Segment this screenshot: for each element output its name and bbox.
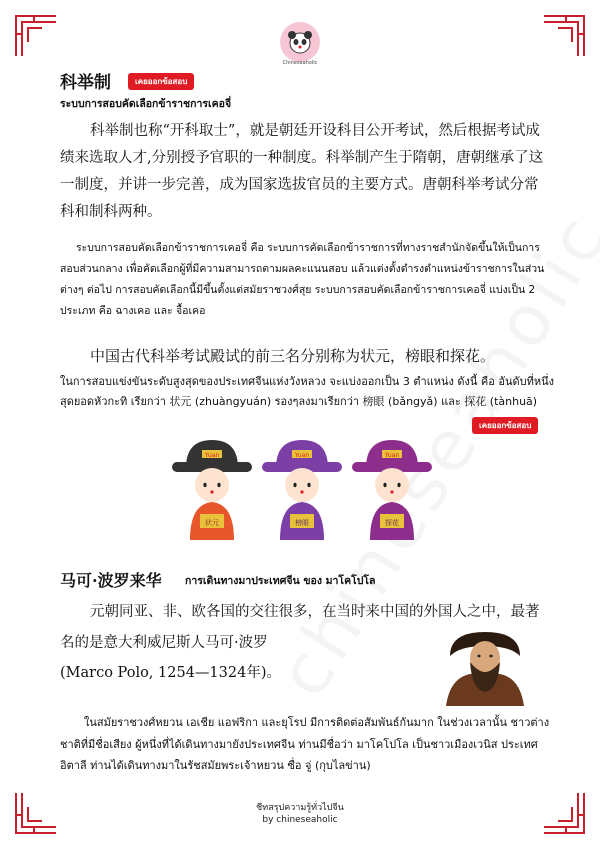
figure-tanhua bbox=[352, 440, 432, 544]
section3-zh-paragraph: 元朝同亚、非、欧各国的交往很多，在当时来中国的外国人之中，最著名的是意大利威尼斯人马可·波罗 bbox=[60, 604, 540, 651]
figure-zhuangyuan bbox=[172, 440, 252, 544]
hat-tag-2: Yuan bbox=[294, 452, 310, 459]
exam-badge-2: เคยออกข้อสอบ bbox=[472, 417, 538, 434]
section3-title: 马可·波罗来华 bbox=[60, 571, 162, 590]
corner-ornament-top-left bbox=[14, 14, 58, 58]
panda-icon bbox=[285, 29, 315, 55]
corner-ornament-top-right bbox=[542, 14, 586, 58]
logo-caption: Chineseaholic bbox=[282, 60, 318, 66]
footer-line-1: ชีทสรุปความรู้ทั่วไปจีน bbox=[256, 803, 344, 813]
section3-subtitle: การเดินทางมาประเทศจีน ของ มาโคโปโล bbox=[185, 575, 376, 587]
section2-zh-sentence: 中国古代科举考试殿试的前三名分别称为状元，榜眼和探花。 bbox=[90, 347, 496, 365]
section3-th-paragraph: ในสมัยราชวงศ์หยวน เอเชีย แอฟริกา และยุโรป มีการติดต่อสัมพันธ์กันมาก ในช่วงเวลานั้น ชาวต่างชาติที่มีชื่อเสียง ผู้หนึ่งที่ได้เดินทางมายังประเทศจีน ท่านมีชื่อว่า มาโคโปโล เป็นชาวเมืองเวนิส ประเทศอิตาลี ท่านได้เดินทางมาในรัชสมัยพระเจ้าหยวน ซื่อ จู่ (กุบไลข่าน) bbox=[60, 716, 550, 772]
figure-bangyan bbox=[262, 440, 342, 544]
footer-line-2: by chineseaholic bbox=[262, 815, 338, 825]
hat-tag-1: Yuan bbox=[204, 452, 220, 459]
section1-th-paragraph: ระบบการสอบคัดเลือกข้าราชการเคอจี่ คือ ระบบการคัดเลือกข้าราชการที่ทางราชสำนักจัดขึ้นให้เป็นการสอบส่วนกลาง เพื่อคัดเลือกผู้ที่มีความสามารถตามผลคะแนนสอบ แล้วแต่งตั้งดำรงตำแหน่งข้าราชการในส่วนต่างๆ ต่อไป การสอบคัดเลือกนี้มีขึ้นตั้งแต่สมัยราชวงศ์สุย ระบบการสอบคัดเลือกข้าราชการเคอจี่ แบ่งเป็น 2 ประเภท คือ ฉางเคอ และ จื้อเคอ bbox=[60, 242, 545, 317]
section2-th-paragraph: ในการสอบแข่งขันระดับสูงสุดของประเทศจีนแห่งวังหลวง จะแบ่งออกเป็น 3 ตำแหน่ง ดังนี้ คือ อันดับที่หนึ่งสุดยอดหัวกะทิ เรียกว่า 状元 (zhuàngyuán) รองๆลงมาเรียกว่า 榜眼 (bǎngyǎ) และ 探花 (tànhuā) bbox=[60, 375, 555, 408]
section3-zh-dates: (Marco Polo, 1254—1324年)。 bbox=[60, 665, 281, 681]
figure-label-1: 状元 bbox=[205, 519, 219, 527]
hat-tag-3: Yuan bbox=[384, 452, 400, 459]
exam-badge-1: เคยออกข้อสอบ bbox=[128, 73, 194, 90]
figure-label-3: 探花 bbox=[385, 519, 399, 527]
section1-subtitle: ระบบการสอบคัดเลือกข้าราชการเคอจี่ bbox=[60, 98, 232, 110]
figure-label-2: 榜眼 bbox=[295, 519, 309, 527]
brand-logo bbox=[280, 22, 320, 62]
marco-polo-portrait bbox=[440, 628, 530, 710]
section1-zh-paragraph: 科举制也称“开科取士”，就是朝廷开设科目公开考试，然后根据考试成绩来选取人才,分别授予官职的一种制度。科举制产生于隋朝，唐朝继承了这一制度，并讲一步完善，成为国家选拔官员的主要方式。唐朝科举考试分常科和制科两种。 bbox=[60, 123, 544, 220]
section1-title: 科举制 bbox=[60, 73, 111, 93]
